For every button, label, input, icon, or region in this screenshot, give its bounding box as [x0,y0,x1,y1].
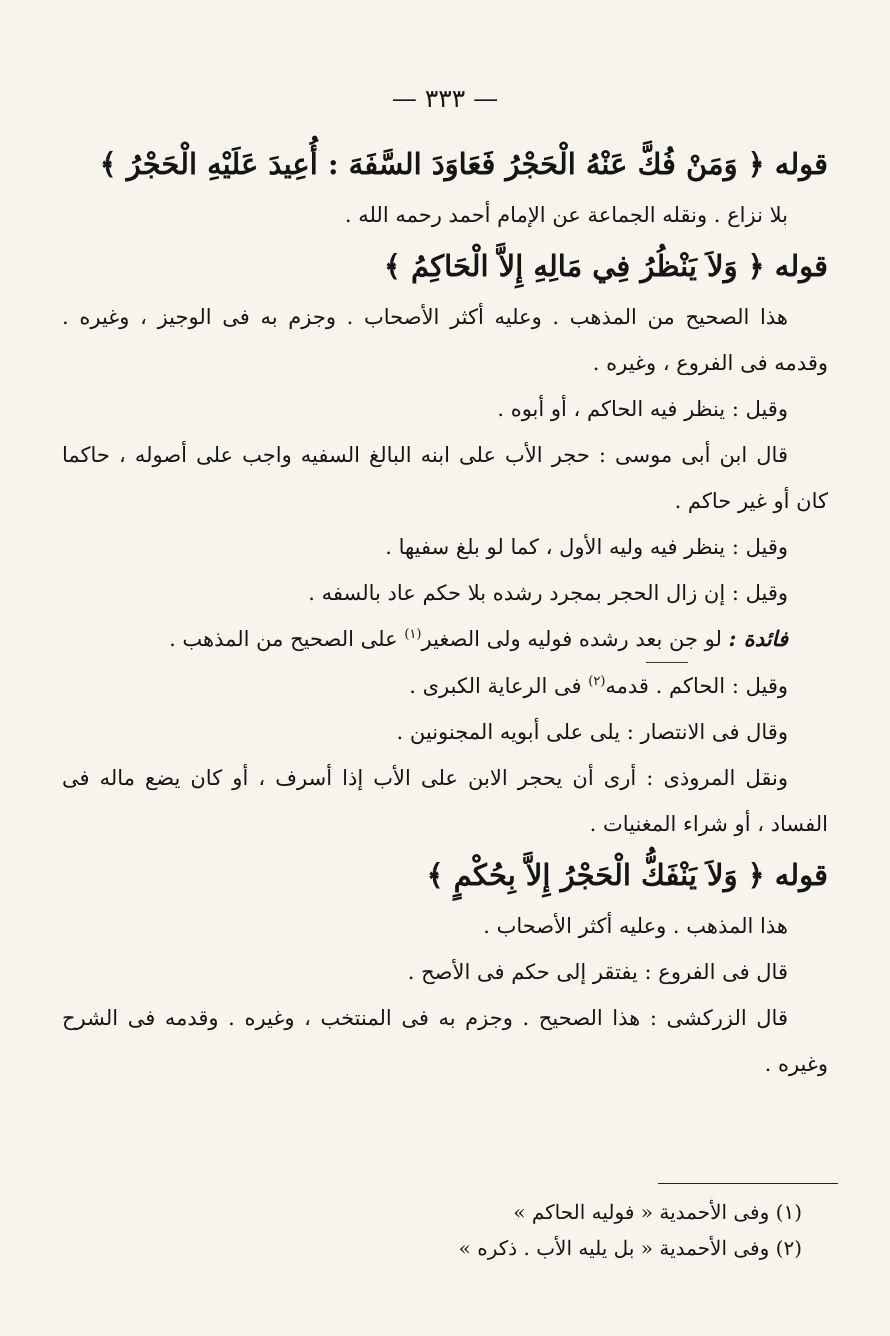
faida-paragraph [62,616,828,662]
section-heading-2: قوله ﴿ وَلاَ يَنْظُرُ فِي مَالِهِ إِلاَّ الْحَاكِمُ ﴾ [383,249,828,283]
paragraph: بلا نزاع . ونقله الجماعة عن الإمام أحمد رحمه الله . [344,203,788,227]
paragraph: قال ابن أبى موسى : حجر الأب على ابنه البالغ السفيه واجب على أصوله ، حاكما كان أو غير حاكم . [62,443,828,513]
paragraph: وقيل : إن زال الحجر بمجرد رشده بلا حكم عاد بالسفه . [308,581,788,605]
footnote-ref-2: (٢) [588,674,606,689]
footnote-separator [658,1183,838,1184]
footnote-1: (١) وفى الأحمدية « فوليه الحاكم » [513,1200,802,1224]
paragraph: ونقل المروذى : أرى أن يحجر الابن على الأب إذا أسرف ، أو كان يضع ماله فى الفساد ، أو شراء المغنيات . [62,766,828,836]
paragraph: هذا الصحيح من المذهب . وعليه أكثر الأصحاب . وجزم به فى الوجيز ، وغيره . وقدمه فى الفروع ، وغيره . [62,305,828,375]
footnotes [459,1194,802,1266]
paragraph: وقال فى الانتصار : يلى على أبويه المجنونين . [396,720,788,744]
page-number: — ٣٣٣ — [391,84,499,113]
paragraph: وقيل : ينظر فيه الحاكم ، أو أبوه . [497,397,788,421]
footnote-ref-1: (١) [404,627,422,642]
paragraph: وقيل : ينظر فيه وليه الأول ، كما لو بلغ سفيها . [385,535,788,559]
section-heading-3: قوله ﴿ وَلاَ يَنْفَكُّ الْحَجْرُ إِلاَّ بِحُكْمٍ ﴾ [426,858,828,892]
faida-text-cont: على الصحيح من المذهب . [169,627,398,651]
faida-label: فائدة : [728,626,788,651]
paragraph: قال الزركشى : هذا الصحيح . وجزم به فى المنتخب ، وغيره . وقدمه فى الشرح وغيره . [62,1006,828,1076]
qila-text-cont: فى الرعاية الكبرى . [409,674,582,698]
section-heading-1: قوله ﴿ وَمَنْ فُكَّ عَنْهُ الْحَجْرُ فَعَاوَدَ السَّفَهَ : أُعِيدَ عَلَيْهِ الْحَجْرُ ﴾ [99,147,828,181]
paragraph [62,663,828,709]
paragraph: قال فى الفروع : يفتقر إلى حكم فى الأصح . [407,960,788,984]
paragraph: هذا المذهب . وعليه أكثر الأصحاب . [483,914,788,938]
qila-text: وقيل : الحاكم . قدمه [605,674,788,698]
faida-text: لو جن بعد رشده فوليه ولى الصغير [421,627,722,651]
footnote-2: (٢) وفى الأحمدية « بل يليه الأب . ذكره » [458,1236,802,1260]
